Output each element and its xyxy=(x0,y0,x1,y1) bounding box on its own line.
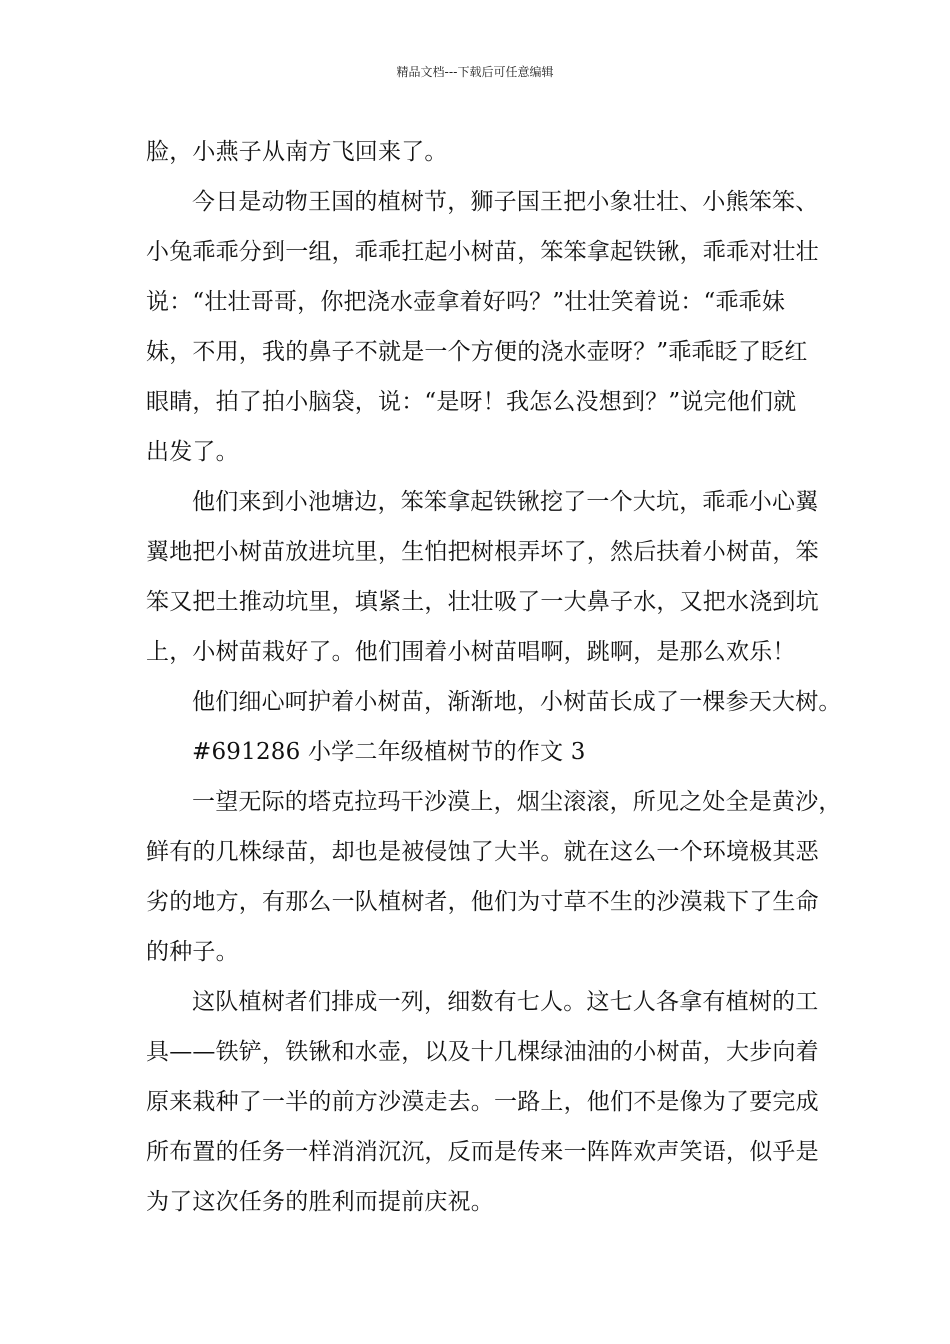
text-line: 说：“壮壮哥哥，你把浇水壶拿着好吗？”壮壮笑着说：“乖乖妹 xyxy=(146,289,786,315)
section-heading: #691286 小学二年级植树节的作文 3 xyxy=(192,739,586,765)
text-line: 今日是动物王国的植树节，狮子国王把小象壮壮、小熊笨笨、 xyxy=(192,189,819,215)
text-line: 所布置的任务一样消消沉沉，反而是传来一阵阵欢声笑语，似乎是 xyxy=(146,1139,819,1165)
text-line: 他们细心呵护着小树苗，渐渐地，小树苗长成了一棵参天大树。 xyxy=(192,689,842,715)
text-line: 劣的地方，有那么一队植树者，他们为寸草不生的沙漠栽下了生命 xyxy=(146,889,819,915)
text-line: 一望无际的塔克拉玛干沙漠上，烟尘滚滚，所见之处全是黄沙， xyxy=(192,789,842,815)
text-line: 脸，小燕子从南方飞回来了。 xyxy=(146,139,448,165)
text-line: 眼睛，拍了拍小脑袋，说：“是呀！我怎么没想到？”说完他们就 xyxy=(146,389,797,415)
text-line: 小兔乖乖分到一组，乖乖扛起小树苗，笨笨拿起铁锹，乖乖对壮壮 xyxy=(146,239,819,265)
text-line: 上，小树苗栽好了。他们围着小树苗唱啊，跳啊，是那么欢乐！ xyxy=(146,639,796,665)
text-line: 笨又把土推动坑里，填紧土，壮壮吸了一大鼻子水，又把水浇到坑 xyxy=(146,589,819,615)
text-line: 原来栽种了一半的前方沙漠走去。一路上，他们不是像为了要完成 xyxy=(146,1089,819,1115)
text-line: 具——铁铲，铁锹和水壶，以及十几棵绿油油的小树苗，大步向着 xyxy=(146,1039,819,1065)
text-line: 妹，不用，我的鼻子不就是一个方便的浇水壶呀？”乖乖眨了眨红 xyxy=(146,339,808,365)
text-line: 出发了。 xyxy=(146,439,239,465)
essay-body xyxy=(146,127,842,1227)
text-line: 翼地把小树苗放进坑里，生怕把树根弄坏了，然后扶着小树苗，笨 xyxy=(146,539,819,565)
text-line: 的种子。 xyxy=(146,939,239,965)
page-header: 精品文档---下载后可任意编辑 xyxy=(396,65,554,79)
text-line: 他们来到小池塘边，笨笨拿起铁锹挖了一个大坑，乖乖小心翼 xyxy=(192,489,819,515)
text-line: 鲜有的几株绿苗，却也是被侵蚀了大半。就在这么一个环境极其恶 xyxy=(146,839,819,865)
text-line: 这队植树者们排成一列，细数有七人。这七人各拿有植树的工 xyxy=(192,989,819,1015)
text-line: 为了这次任务的胜利而提前庆祝。 xyxy=(146,1189,494,1215)
